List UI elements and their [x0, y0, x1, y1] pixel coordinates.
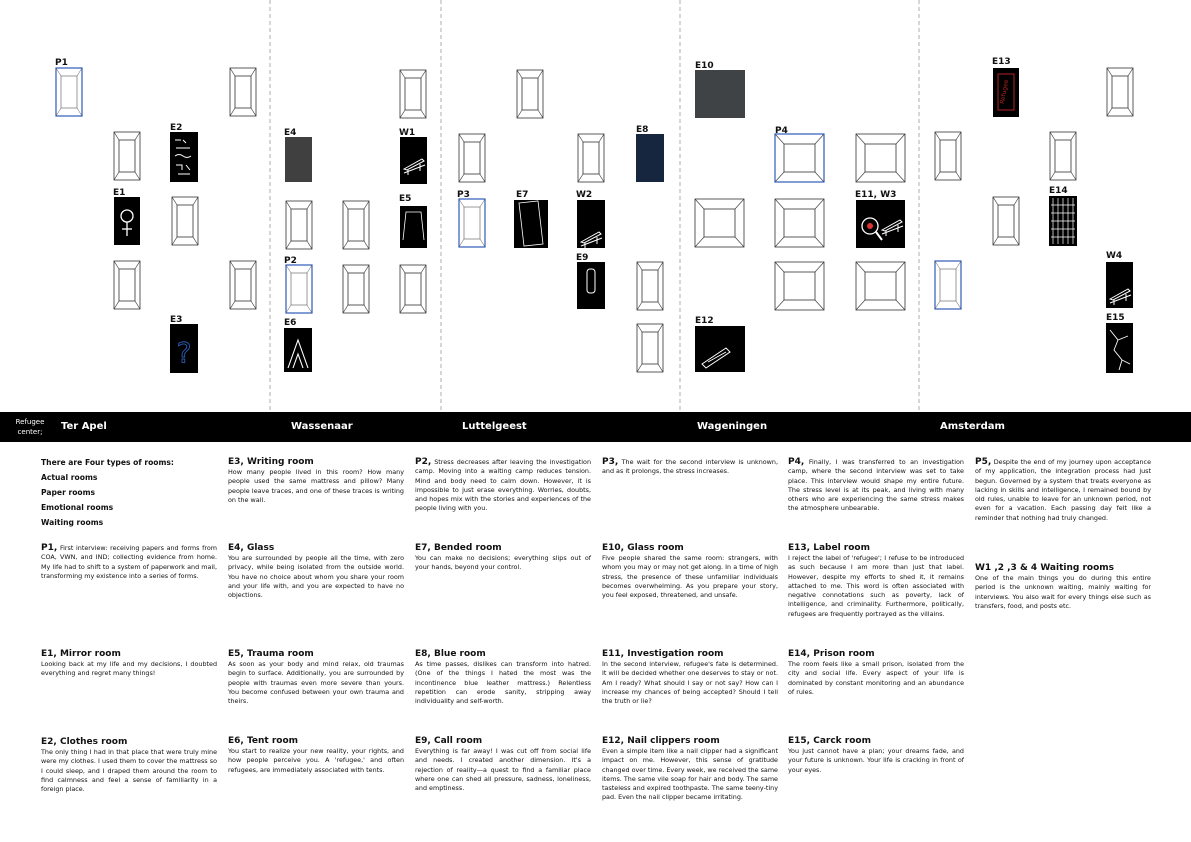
room-e14-prison	[1049, 196, 1077, 246]
e4-title: E4, Glass	[228, 543, 275, 553]
label-e6: E6	[284, 318, 297, 328]
actual-room	[1050, 132, 1076, 180]
e6-description	[228, 735, 404, 775]
room-e10-glass	[695, 70, 745, 118]
label-e5: E5	[399, 194, 412, 204]
room-w1-waiting	[400, 137, 427, 184]
p5-title: P5,	[975, 457, 992, 467]
e14-body: The room feels like a small prison, isolated from the city and social life. Every aspect of your life is dominated by constant monitoring and an abundance of rules.	[788, 660, 964, 696]
actual-room	[459, 134, 485, 182]
label-e10: E10	[695, 61, 714, 71]
room-e12-nail-clippers	[695, 326, 745, 372]
actual-room	[400, 70, 426, 118]
actual-room	[172, 197, 198, 245]
room-e8-blue	[636, 134, 664, 182]
e2-body: The only thing I had in that place that were truly mine were my clothes. I used them to cover the mattress so I could sleep, and I draped them around the room to find calmness and feel a sense of familiarity in a foreign place.	[41, 748, 217, 794]
room-e1-mirror	[114, 197, 140, 245]
e7-title: E7, Bended room	[415, 543, 502, 553]
label-e3: E3	[170, 315, 183, 325]
e7-description	[415, 542, 591, 573]
room-p5	[935, 261, 961, 309]
e3-description	[228, 456, 404, 505]
room-types-list	[41, 458, 217, 530]
actual-room	[993, 197, 1019, 245]
p4-title: P4,	[788, 457, 805, 467]
actual-room	[230, 261, 256, 309]
actual-room	[775, 262, 824, 310]
refugee-center-label: Refugee center;	[15, 418, 45, 436]
city-ter-apel: Ter Apel	[61, 421, 107, 432]
e7-body: You can make no decisions; everything slips out of your hands, beyond your control.	[415, 554, 591, 572]
e8-title: E8, Blue room	[415, 649, 486, 659]
p4-body: Finally, I was transferred to an investigation camp, where the second interview was set to take place. This interview would shape my entire future. The stress level is at its peak, and living with many others who are experiencing the same stress makes the atmosphere unbearable.	[788, 458, 964, 513]
room-p4	[775, 134, 824, 182]
room-e13-label	[993, 68, 1019, 117]
e4-description	[228, 542, 404, 600]
label-e14: E14	[1049, 186, 1068, 196]
room-p1	[56, 68, 82, 116]
p1-body: First interview: receiving papers and forms from COA, VWN, and IND; collecting evidence from home. My life had to shift to a system of paperwork and mail, transforming my existence into a series of forms.	[41, 544, 217, 580]
room-e9-call	[577, 262, 605, 309]
city-wassenaar: Wassenaar	[291, 421, 353, 432]
actual-room	[1107, 68, 1133, 116]
label-w4: W4	[1106, 251, 1123, 261]
e6-body: You start to realize your new reality, your rights, and how people perceive you. A 'refugee,' and often refugees, are immediately associated with tents.	[228, 747, 404, 774]
label-e9: E9	[576, 253, 589, 263]
e10-body: Five people shared the same room: strangers, with whom you may or may not get along. In a time of high stress, the presence of these unfamiliar individuals becomes overwhelming. As you prepare your story, you feel exposed, threatened, and unsafe.	[602, 554, 778, 600]
e4-body: You are surrounded by people all the time, with zero privacy, while being isolated from the outside world. You have no choice about whom you share your room and your life with, and you are expected to have no objections.	[228, 554, 404, 600]
actual-room	[286, 201, 312, 249]
room-p3	[459, 199, 485, 247]
e1-title: E1, Mirror room	[41, 649, 121, 659]
e9-description	[415, 735, 591, 793]
room-e4-glass	[285, 137, 312, 182]
actual-room	[114, 132, 140, 180]
actual-room	[856, 262, 905, 310]
e11-body: In the second interview, refugee's fate is determined. It will be decided whether one deserves to stay or not. Am I ready? What should I say or not say? How can I increase my chances of being accepted? Should I tell the truth or lie?	[602, 660, 778, 706]
room-type-item: Actual rooms	[41, 473, 98, 482]
p2-body: Stress decreases after leaving the investigation camp. Moving into a waiting camp reduces tension. Mind and body need to calm down. However, it is impossible to just erase everything. Worries, doubts, and hopes mix with the stories and experiences of the people living with you.	[415, 458, 591, 513]
label-p4: P4	[775, 126, 788, 136]
label-e1: E1	[113, 188, 126, 198]
e14-title: E14, Prison room	[788, 649, 875, 659]
e11-title: E11, Investigation room	[602, 649, 724, 659]
room-types-title: There are Four types of rooms:	[41, 458, 174, 467]
e2-title: E2, Clothes room	[41, 737, 128, 747]
actual-room	[637, 324, 663, 372]
e3-title: E3, Writing room	[228, 457, 314, 467]
e15-title: E15, Carck room	[788, 736, 871, 746]
waiting-rooms-title: W1 ,2 ,3 & 4 Waiting rooms	[975, 563, 1115, 573]
p5-body: Despite the end of my journey upon acceptance of my application, the integration process had just begun. Governed by a system that treats everyone as lacking in skills and intelligence, I remained bound by old rules, unable to leave for an unknown period, not even for a vacation. Each passing day felt like a reminder that nothing had truly changed.	[975, 458, 1151, 522]
label-e15: E15	[1106, 313, 1125, 323]
label-e7: E7	[516, 190, 529, 200]
e8-body: As time passes, dislikes can transform into hatred. (One of the things I hated the most was the incontinence blue leather mattress.) Relentless repetition can erode sanity, stripping away individuality and self-worth.	[415, 660, 591, 706]
actual-room	[114, 261, 140, 309]
e12-title: E12, Nail clippers room	[602, 736, 720, 746]
e9-body: Everything is far away! I was cut off from social life and needs. I created another dimension. It's a rejection of reality—a quest to find a familiar place where one can shed all pressure, sadness, loneliness, and emptiness.	[415, 747, 591, 793]
e5-body: As soon as your body and mind relax, old traumas begin to surface. Additionally, you are surrounded by people with traumas even more severe than yours. You become confused between your own trauma and theirs.	[228, 660, 404, 706]
actual-room	[517, 70, 543, 118]
rooms-diagram	[0, 0, 1191, 412]
room-w4-waiting	[1106, 262, 1133, 308]
p5-description	[975, 458, 1151, 523]
e8-description	[415, 648, 591, 706]
actual-room	[637, 262, 663, 310]
waiting-rooms-body: One of the main things you do during this entire period is the unknown waiting, mainly waiting for interviews. You also wait for every things else such as transfers, food, and posts etc.	[975, 574, 1151, 610]
e6-title: E6, Tent room	[228, 736, 299, 746]
room-e11-w3-investigation	[856, 200, 905, 248]
room-p2	[286, 265, 312, 313]
e11-description	[602, 648, 778, 706]
actual-room	[856, 134, 905, 182]
e13-body: I reject the label of 'refugee'; I refuse to be introduced as such because I am more than just that label. However, despite my efforts to shed it, it remains attached to me. This word is often associated with negative connotations such as poverty, lack of intelligence, and criminality. Furthermore, politically, refugees are frequently portrayed as the villains.	[788, 554, 964, 618]
actual-room	[400, 265, 426, 313]
p3-body: The wait for the second interview is unknown, and as it prolongs, the stress increases.	[602, 458, 778, 476]
room-e3-writing	[170, 324, 198, 373]
p1-description	[41, 544, 217, 581]
e1-description	[41, 648, 217, 679]
room-e5-trauma	[400, 206, 427, 248]
p3-description	[602, 458, 778, 477]
room-w2-waiting	[577, 200, 605, 248]
svg-text:?: ?	[176, 336, 192, 369]
actual-room	[578, 134, 604, 182]
label-w2: W2	[576, 190, 593, 200]
p4-description	[788, 458, 964, 514]
p3-title: P3,	[602, 457, 619, 467]
e15-body: You just cannot have a plan; your dreams fade, and your future is unknown. Your life is cracking in front of your eyes.	[788, 747, 964, 774]
label-p2: P2	[284, 256, 297, 266]
label-e2: E2	[170, 123, 183, 133]
e2-description	[41, 736, 217, 794]
city-wageningen: Wageningen	[697, 421, 768, 432]
e13-description	[788, 542, 964, 619]
e3-body: How many people lived in this room? How many people used the same mattress and pillow? Many people leave traces, and one of these traces is writing on the wall.	[228, 468, 404, 504]
city-luttelgeest: Luttelgeest	[462, 421, 527, 432]
e9-title: E9, Call room	[415, 736, 483, 746]
actual-room	[935, 132, 961, 180]
actual-room	[343, 201, 369, 249]
e5-description	[228, 648, 404, 706]
e10-title: E10, Glass room	[602, 543, 684, 553]
e13-title: E13, Label room	[788, 543, 870, 553]
label-p1: P1	[55, 58, 68, 68]
p2-description	[415, 458, 591, 514]
city-banner	[0, 412, 1191, 442]
label-e8: E8	[636, 125, 649, 135]
room-type-item: Paper rooms	[41, 488, 96, 497]
room-e6-tent	[284, 328, 312, 372]
actual-room	[230, 68, 256, 116]
actual-room	[775, 199, 824, 247]
e12-body: Even a simple item like a nail clipper had a significant impact on me. However, this sense of gratitude changed over time. Every week, we received the same items. The same vile soap for hair and body. The same tasteless and expired toothpaste. The same teeny-tiny pad. Even the nail clipper became irritating.	[602, 747, 778, 802]
room-type-item: Emotional rooms	[41, 503, 114, 512]
room-e7-bended	[514, 200, 548, 248]
p1-title: P1,	[41, 543, 58, 553]
e5-title: E5, Trauma room	[228, 649, 314, 659]
label-e4: E4	[284, 128, 297, 138]
room-e2-clothes	[170, 132, 198, 182]
city-amsterdam: Amsterdam	[940, 421, 1005, 432]
label-e12: E12	[695, 316, 714, 326]
label-e11-w3: E11, W3	[855, 190, 897, 200]
p2-title: P2,	[415, 457, 432, 467]
room-type-item: Waiting rooms	[41, 518, 104, 527]
label-w1: W1	[399, 128, 416, 138]
label-e13: E13	[992, 57, 1011, 67]
svg-text:Refugee: Refugee	[998, 78, 1011, 105]
actual-room	[695, 199, 744, 247]
e14-description	[788, 648, 964, 697]
e1-body: Looking back at my life and my decisions, I doubted everything and regret many things!	[41, 660, 217, 678]
e12-description	[602, 735, 778, 803]
waiting-rooms-description	[975, 562, 1151, 611]
e10-description	[602, 542, 778, 600]
actual-room	[343, 265, 369, 313]
e15-description	[788, 735, 964, 775]
room-e15-crack	[1106, 323, 1133, 373]
label-p3: P3	[457, 190, 470, 200]
